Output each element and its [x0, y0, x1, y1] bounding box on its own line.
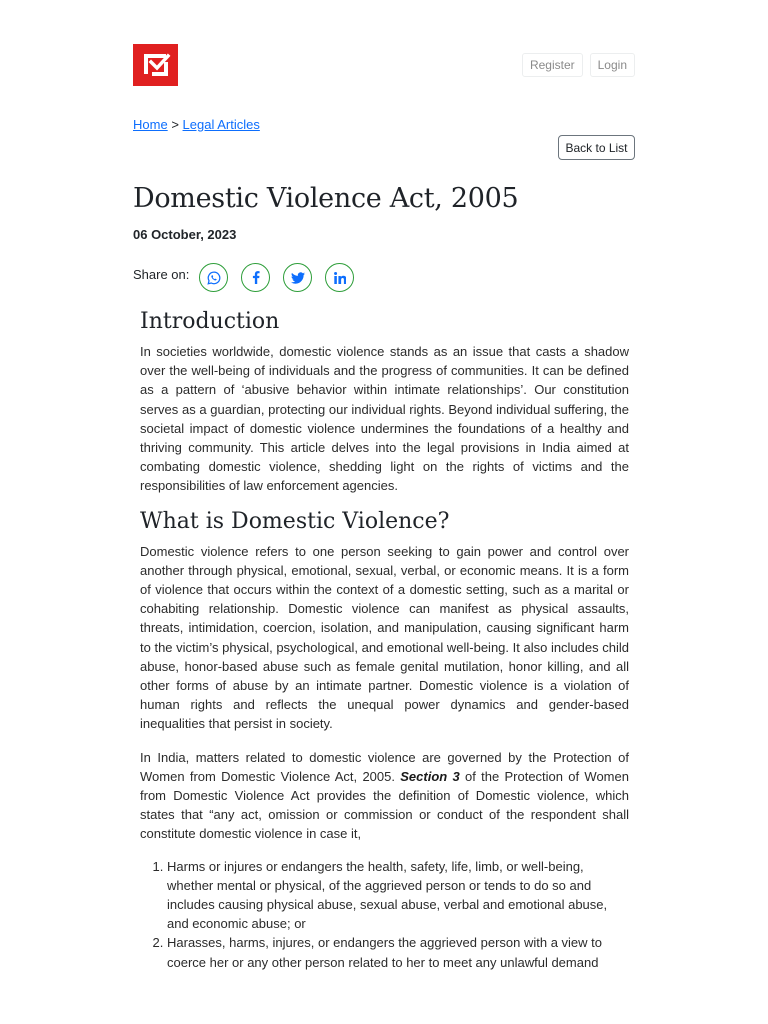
register-button[interactable]: Register: [522, 53, 583, 77]
list-item: 1. Harms or injures or endangers the health, safety, life, limb, or well-being, whether mental or physical, of the aggrieved person or tends to do so and includes causing physical abuse, sexual abuse, verbal and emotional abuse, and economic abuse; or: [167, 857, 629, 934]
intro-paragraph: In societies worldwide, domestic violence stands as an issue that casts a shadow over the well-being of individuals and the progress of communities. It can be defined as a pattern of ‘abusive behavior within intimate relationships’. Our constitution serves as a guardian, protecting our individual rights. Beyond individual suffering, the societal impact of domestic violence undermines the foundations of a healthy and thriving community. This article delves into the legal provisions in India aimed at combating domestic violence, shedding light on the rights of victims and the responsibilities of law enforcement agencies.: [140, 344, 629, 494]
section-3-highlight: Section 3: [400, 768, 460, 784]
breadcrumb: [133, 117, 260, 132]
india-paragraph: [140, 748, 629, 844]
linkedin-icon: [334, 272, 346, 284]
page-title: Domestic Violence Act, 2005: [133, 183, 519, 214]
india-text-after: of the Protection of Women from Domestic Violence Act provides the definition of Domestic violence, which states that “any act, omission or commission or conduct of the respondent shall constitute domestic violence in case it,: [140, 768, 629, 842]
list-item: 2. Harasses, harms, injures, or endangers the aggrieved person with a view to coerce her or any other person related to her to meet any unlawful demand: [167, 933, 629, 971]
share-facebook-button[interactable]: [241, 263, 270, 292]
facebook-icon: [250, 271, 262, 284]
intro-heading: Introduction: [140, 309, 280, 334]
article-date: 06 October, 2023: [133, 227, 237, 242]
share-label: Share on:: [133, 267, 190, 282]
share-whatsapp-button[interactable]: [199, 263, 228, 292]
site-header: [133, 44, 635, 86]
definition-list: [140, 857, 629, 972]
back-to-list-button[interactable]: Back to List: [558, 135, 635, 160]
breadcrumb-home-link[interactable]: Home: [133, 117, 168, 132]
what-is-heading: What is Domestic Violence?: [140, 508, 450, 534]
logo-mark-icon: [140, 50, 172, 80]
share-twitter-button[interactable]: [283, 263, 312, 292]
breadcrumb-legal-articles-link[interactable]: Legal Articles: [182, 117, 260, 132]
share-bar: [133, 263, 433, 291]
breadcrumb-separator: >: [171, 117, 179, 132]
twitter-icon: [291, 272, 305, 284]
share-linkedin-button[interactable]: [325, 263, 354, 292]
whatsapp-icon: [207, 271, 221, 285]
what-is-paragraph: Domestic violence refers to one person seeking to gain power and control over another through physical, emotional, sexual, verbal, or economic means. It is a form of violence that occurs within the context of a domestic setting, such as a marital or cohabiting relationship. Domestic violence can manifest as physical assaults, threats, intimidation, coercion, isolation, and manipulation, causing significant harm to the victim’s physical, psychological, and emotional well-being. It also includes child abuse, honor-based abuse such as female genital mutilation, honor killing, and all other forms of abuse by an intimate partner. Domestic violence is a violation of human rights and reflects the unequal power dynamics and gender-based inequalities that persist in society.: [140, 543, 629, 732]
auth-links: [522, 53, 635, 77]
site-logo[interactable]: [133, 44, 178, 86]
india-text-before: In India, matters related to domestic violence are governed by the Protection of Women from Domestic Violence Act, 2005.: [140, 749, 629, 784]
login-button[interactable]: Login: [590, 53, 635, 77]
article-body: [140, 308, 629, 972]
